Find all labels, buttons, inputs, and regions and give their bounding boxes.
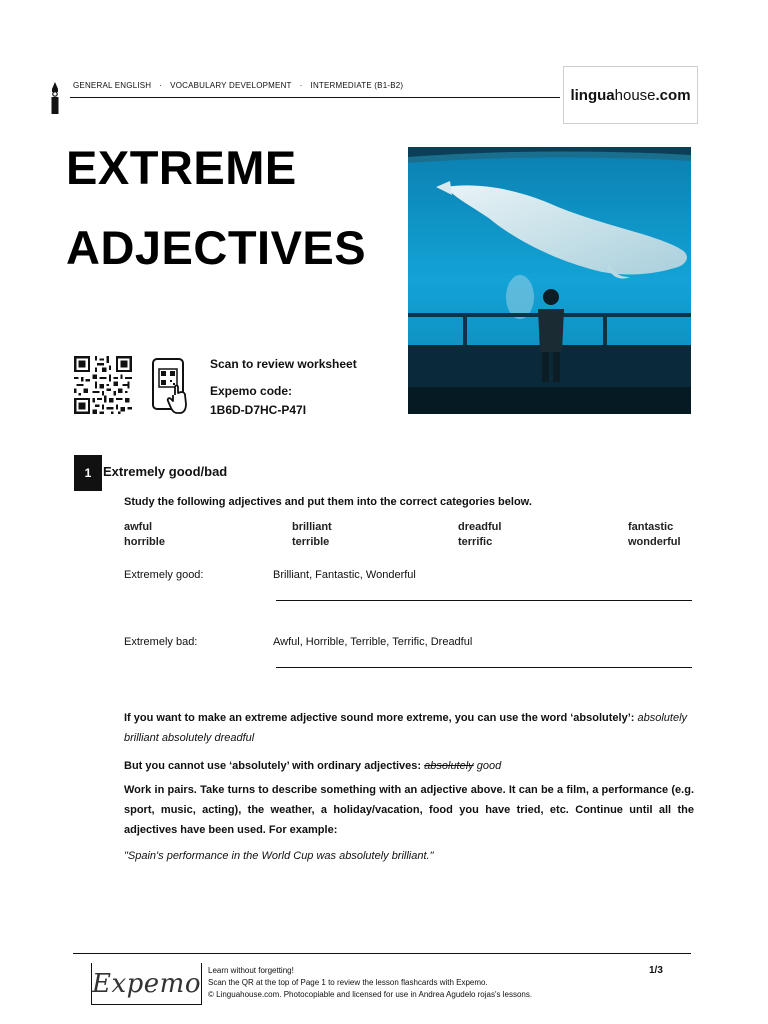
logo-part: house	[614, 86, 656, 104]
page-title-line-2: ADJECTIVES	[66, 221, 367, 274]
category-label-bad: Extremely bad:	[124, 636, 198, 648]
word-bank-item: terrible	[292, 536, 330, 548]
breadcrumb-level: INTERMEDIATE (B1-B2)	[310, 81, 404, 90]
expemo-code-label: Expemo code:	[210, 384, 293, 398]
logo-part: lingua	[570, 86, 615, 104]
expemo-code: 1B6D-D7HC-P47I	[210, 403, 307, 417]
category-label-good: Extremely good:	[124, 569, 204, 581]
struck-word: absolutely	[424, 760, 474, 772]
word-bank-item: fantastic	[628, 521, 674, 533]
beluga-whale-aquarium-photo	[408, 147, 691, 414]
phone-scan-icon	[151, 357, 191, 415]
paragraph-ordinary-adjectives	[124, 756, 694, 776]
linguahouse-logo	[563, 66, 698, 124]
footer-tagline: Learn without forgetting!	[208, 966, 294, 975]
word-bank-item: wonderful	[628, 536, 681, 548]
word-bank-item: brilliant	[292, 521, 332, 533]
category-answer-good[interactable]: Brilliant, Fantastic, Wonderful	[273, 569, 416, 581]
qr-code[interactable]	[73, 356, 133, 414]
footer-copyright: © Linguahouse.com. Photocopiable and licensed for use in Andrea Agudelo rojas's lessons.	[208, 990, 533, 999]
page-title-line-1: EXTREME	[66, 141, 297, 194]
footer-divider	[73, 953, 691, 954]
paragraph-bold-text: But you cannot use ‘absolutely’ with ordinary adjectives:	[124, 760, 422, 772]
expemo-logo-text: Expemo	[92, 968, 201, 999]
breadcrumb-topic: VOCABULARY DEVELOPMENT	[170, 81, 292, 90]
paragraph-example-text: good	[473, 760, 502, 772]
paragraph-absolutely-usage	[124, 708, 694, 748]
word-bank-item: terrific	[458, 536, 493, 548]
big-ben-icon	[49, 82, 61, 114]
breadcrumb-separator: ·	[299, 81, 303, 90]
section-number-badge: 1	[74, 455, 102, 491]
answer-line	[276, 667, 692, 668]
exercise-instruction: Study the following adjectives and put them into the correct categories below.	[124, 496, 532, 508]
logo-part: .com	[655, 86, 691, 104]
category-answer-bad[interactable]: Awful, Horrible, Terrible, Terrific, Dreadful	[273, 636, 473, 648]
header-divider	[70, 97, 560, 98]
pair-work-instruction: Work in pairs. Take turns to describe something with an adjective above. It can be a film, a performance (e.g. sport, music, acting), the weather, a holiday/vacation, food you have tried, etc. Continue until all the adjectives have been used. For example:	[124, 784, 694, 836]
breadcrumb-separator: ·	[159, 81, 163, 90]
breadcrumb-course: GENERAL ENGLISH	[73, 81, 152, 90]
word-bank-item: dreadful	[458, 521, 502, 533]
answer-line	[276, 600, 692, 601]
expemo-logo	[91, 963, 202, 1005]
example-sentence: "Spain's performance in the World Cup was absolutely brilliant."	[124, 850, 434, 862]
scan-instruction: Scan to review worksheet	[210, 357, 357, 371]
word-bank-item: awful	[124, 521, 153, 533]
footer-scan-note: Scan the QR at the top of Page 1 to review the lesson flashcards with Expemo.	[208, 978, 488, 987]
word-bank-item: horrible	[124, 536, 165, 548]
breadcrumb	[73, 81, 403, 90]
paragraph-bold-text: If you want to make an extreme adjective sound more extreme, you can use the word ‘absolutely’:	[124, 712, 635, 724]
section-title: Extremely good/bad	[103, 464, 228, 479]
page-number: 1/3	[649, 965, 663, 976]
paragraph-example-text: absolutely brilliant absolutely dreadful	[124, 712, 688, 744]
